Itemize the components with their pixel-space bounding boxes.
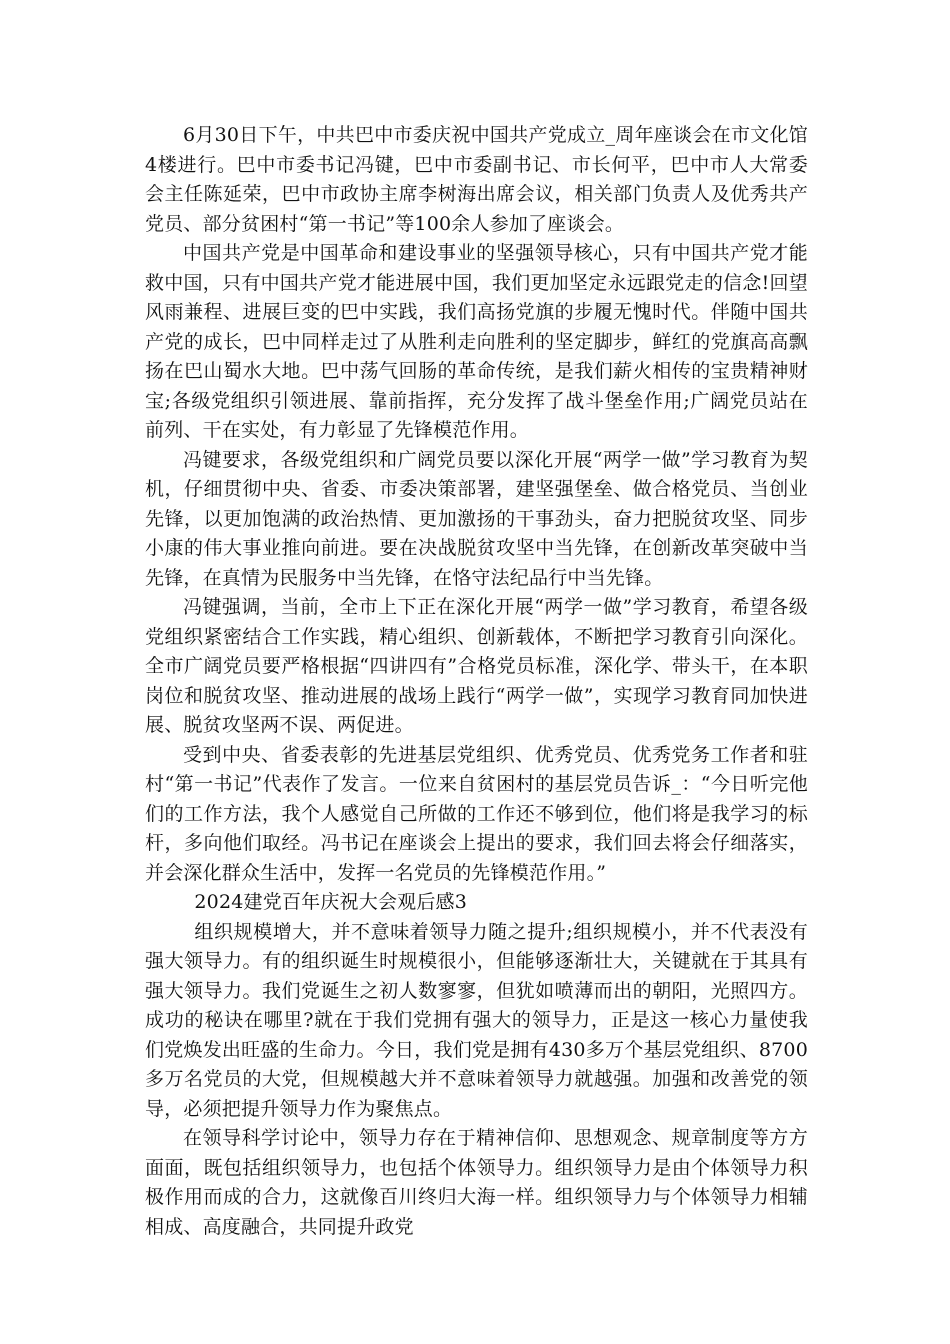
paragraph: 冯键要求，各级党组织和广阔党员要以深化开展“两学一做”学习教育为契机，仔细贯彻中央、省委、市委决策部署，建坚强堡垒、做合格党员、当创业先锋，以更加饱满的政治热情、更加激扬的干事劲头，奋力把脱贫攻坚、同步小康的伟大事业推向前进。要在决战脱贫攻坚中当先锋，在创新改革突破中当先锋，在真情为民服务中当先锋，在恪守法纪品行中当先锋。 [145, 448, 808, 589]
paragraph: 在领导科学讨论中，领导力存在于精神信仰、思想观念、规章制度等方方面面，既包括组织领导力，也包括个体领导力。组织领导力是由个体领导力积极作用而成的合力，这就像百川终归大海一样。组织领导力与个体领导力相辅相成、高度融合，共同提升政党 [145, 1127, 808, 1238]
paragraph: 中国共产党是中国革命和建设事业的坚强领导核心，只有中国共产党才能救中国，只有中国共产党才能进展中国，我们更加坚定永远跟党走的信念!回望风雨兼程、进展巨变的巴中实践，我们高扬党旗的步履无愧时代。伴随中国共产党的成长，巴中同样走过了从胜利走向胜利的坚定脚步，鲜红的党旗高高飘扬在巴山蜀水大地。巴中荡气回肠的革命传统，是我们薪火相传的宝贵精神财宝;各级党组织引领进展、靠前指挥，充分发挥了战斗堡垒作用;广阔党员站在前列、干在实处，有力彰显了先锋模范作用。 [145, 242, 808, 441]
document-body [145, 121, 808, 1242]
section-heading: 2024建党百年庆祝大会观后感3 [194, 891, 468, 913]
paragraph: 组织规模增大，并不意味着领导力随之提升;组织规模小，并不代表没有强大领导力。有的组织诞生时规模很小，但能够逐渐壮大，关键就在于其具有强大领导力。我们党诞生之初人数寥寥，但犹如喷薄而出的朝阳，光照四方。成功的秘诀在哪里?就在于我们党拥有强大的领导力，正是这一核心力量使我们党焕发出旺盛的生命力。今日，我们党是拥有430多万个基层党组织、8700多万名党员的大党，但规模越大并不意味着领导力就越强。加强和改善党的领导，必须把提升领导力作为聚焦点。 [145, 920, 808, 1120]
paragraph: 6月30日下午，中共巴中市委庆祝中国共产党成立_周年座谈会在市文化馆4楼进行。巴中市委书记冯键，巴中市委副书记、市长何平，巴中市人大常委会主任陈延荣，巴中市政协主席李树海出席会议，相关部门负责人及优秀共产党员、部分贫困村“第一书记”等100余人参加了座谈会。 [145, 124, 808, 235]
paragraph: 受到中央、省委表彰的先进基层党组织、优秀党员、优秀党务工作者和驻村“第一书记”代表作了发言。一位来自贫困村的基层党员告诉_：“今日听完他们的工作方法，我个人感觉自己所做的工作还不够到位，他们将是我学习的标杆，多向他们取经。冯书记在座谈会上提出的要求，我们回去将会仔细落实，并会深化群众生活中，发挥一名党员的先锋模范作用。” [145, 743, 808, 884]
paragraph: 冯键强调，当前，全市上下正在深化开展“两学一做”学习教育，希望各级党组织紧密结合工作实践，精心组织、创新载体，不断把学习教育引向深化。全市广阔党员要严格根据“四讲四有”合格党员标准，深化学、带头干，在本职岗位和脱贫攻坚、推动进展的战场上践行“两学一做”，实现学习教育同加快进展、脱贫攻坚两不误、两促进。 [145, 596, 808, 736]
